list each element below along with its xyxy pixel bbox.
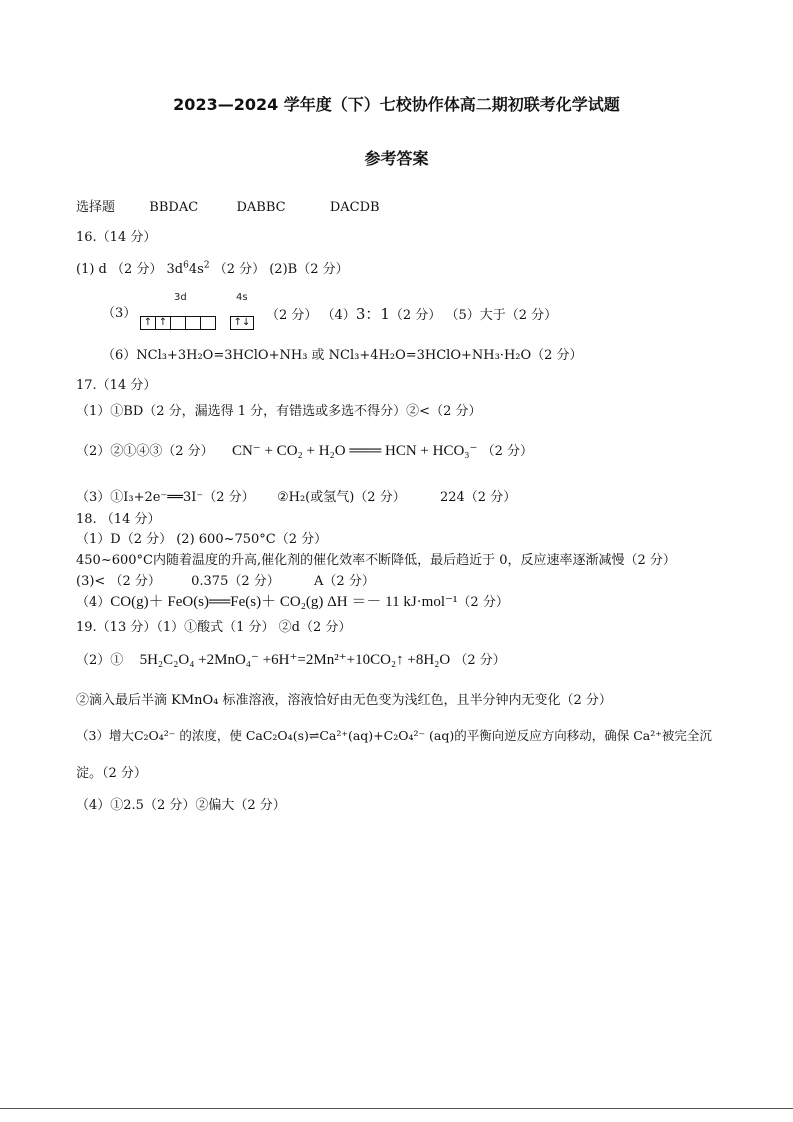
orbital-label-3d: 3d	[174, 292, 187, 303]
mc-answers-line	[76, 200, 380, 216]
mc-group-3: DACDB	[329, 200, 380, 215]
q18-p3-a: (3)< （2 分）	[76, 574, 161, 589]
q16-p3-text-b: （2 分） （5）大于（2 分）	[389, 308, 558, 323]
document-subtitle: 参考答案	[364, 149, 429, 168]
q17-p3-a: （3）①I₃+2e⁻══3I⁻（2 分）	[76, 490, 255, 505]
q16-p3-text-a: （2 分） （4）	[266, 308, 356, 323]
q16-part1	[76, 262, 349, 278]
orbital-box-3d-4	[185, 316, 201, 330]
q17-p2-equation: CN⁻ + CO₂ + H₂O ═══ HCN + HCO₃⁻	[231, 443, 478, 459]
q19-part2b: ②滴入最后半滴 KMnO₄ 标准溶液，溶液恰好由无色变为浅红色，且半分钟内无变化（2 分）	[76, 693, 612, 708]
q18-p4-label: （4）	[76, 595, 111, 610]
mc-label: 选择题	[76, 200, 116, 215]
q16-part6: （6）NCl₃+3H₂O=3HClO+NH₃ 或 NCl₃+4H₂O=3HClO+NH₃·H₂O（2 分）	[102, 348, 583, 363]
q17-part1: （1）①BD（2 分，漏选得 1 分，有错选或多选不得分）②<（2 分）	[76, 404, 482, 419]
q19-part3-line1: （3）增大C₂O₄²⁻ 的浓度，使 CaC₂O₄(s)⇌Ca²⁺(aq)+C₂O₄²⁻ (aq)的平衡向逆反应方向移动，确保 Ca²⁺被完全沉	[76, 728, 712, 743]
q16-p1-text-c: （2 分） (2)B（2 分）	[213, 262, 349, 277]
orbital-label-4s: 4s	[236, 292, 248, 303]
q18-p4-score: （2 分）	[457, 595, 509, 610]
mc-group-1: BBDAC	[149, 200, 199, 215]
q19-p2-equation: 5H₂C₂O₄ +2MnO₄⁻ +6H⁺=2Mn²⁺+10CO₂↑ +8H₂O	[139, 652, 451, 668]
q16-part3-rest	[266, 306, 557, 324]
orbital-box-3d-1: ↑	[140, 316, 156, 330]
orbital-box-3d-2: ↑	[155, 316, 171, 330]
page-bottom-rule	[0, 1108, 793, 1109]
q19-part4: （4）①2.5（2 分）②偏大（2 分）	[76, 798, 286, 813]
q17-p2-label: （2）②①④③（2 分）	[76, 444, 214, 459]
q17-heading: 17.（14 分）	[76, 378, 157, 393]
q19-p2-label: （2）①	[76, 653, 124, 668]
orbital-box-3d-5	[200, 316, 216, 330]
q17-p2-score: （2 分）	[481, 444, 533, 459]
q18-p4-equation: CO(g)＋ FeO(s)══Fe(s)＋ CO₂(g) ΔH ＝－ 11 kJ·mol⁻¹	[110, 594, 458, 610]
q18-part4	[76, 594, 509, 611]
mc-group-2: DABBC	[236, 200, 286, 215]
q19-p2-score: （2 分）	[454, 653, 506, 668]
q17-p3-b: ②H₂(或氢气)（2 分）	[276, 490, 406, 505]
q16-p1-sup2: 2	[203, 260, 210, 271]
document-title: 2023—2024 学年度（下）七校协作体高二期初联考化学试题	[173, 95, 620, 114]
orbital-box-3d-3	[170, 316, 186, 330]
q16-p1-text: (1) d （2 分） 3d	[76, 262, 184, 277]
q19-part2	[76, 652, 506, 669]
q18-heading: 18. （14 分）	[76, 512, 161, 527]
q16-p4-ratio: 3：1	[355, 305, 390, 323]
q17-part2	[76, 443, 533, 460]
q17-part3	[76, 490, 516, 506]
q16-p1-sup1: 6	[183, 260, 189, 271]
q16-part3-label: （3）	[102, 306, 137, 321]
q18-p3-c: A（2 分）	[314, 574, 375, 589]
orbital-box-4s: ↑↓	[230, 316, 254, 330]
orbital-diagram	[140, 292, 260, 332]
q16-p1-text-b: 4s	[188, 262, 204, 277]
q17-p3-c: 224（2 分）	[439, 490, 517, 505]
q19-heading: 19.（13 分）（1）①酸式（1 分） ②d（2 分）	[76, 620, 352, 635]
q18-part3	[76, 574, 375, 590]
q16-heading: 16.（14 分）	[76, 230, 157, 245]
q18-part1: （1）D（2 分） (2) 600~750°C（2 分）	[76, 532, 328, 547]
q19-part3-line2: 淀。（2 分）	[76, 766, 147, 781]
q18-part2: 450~600°C内随着温度的升高,催化剂的催化效率不断降低，最后趋近于 0，反应速率逐渐减慢（2 分）	[76, 553, 676, 568]
q18-p3-b: 0.375（2 分）	[191, 574, 280, 589]
